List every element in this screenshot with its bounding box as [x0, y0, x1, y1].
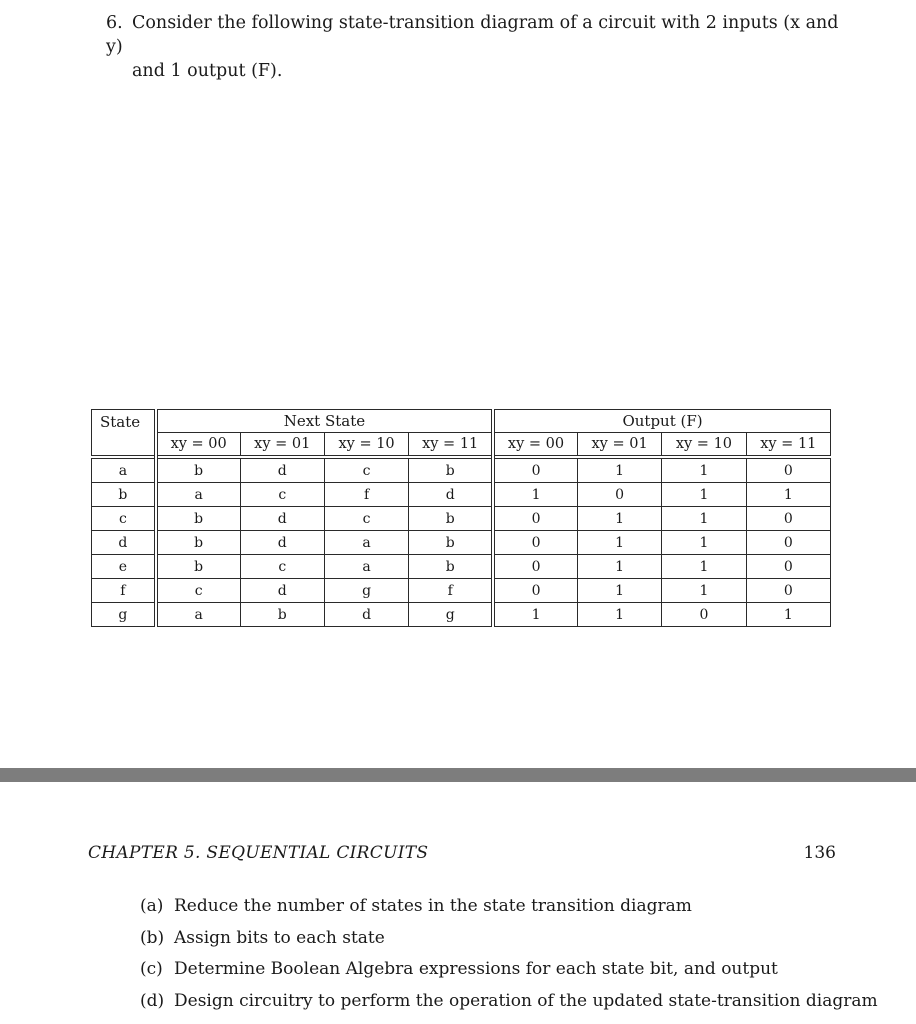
state-cell: e: [92, 555, 156, 579]
table-row: [92, 555, 831, 579]
table-row: [92, 507, 831, 531]
state-header: State: [92, 410, 156, 458]
state-cell: c: [92, 507, 156, 531]
output-cell: 1: [662, 531, 746, 555]
output-cell: 0: [746, 555, 830, 579]
next-state-header: Next State: [156, 410, 493, 433]
output-cell: 1: [662, 555, 746, 579]
next-state-cell: c: [240, 555, 324, 579]
sub-question-label: (d): [140, 990, 165, 1011]
sub-question-text: Reduce the number of states in the state transition diagram: [174, 896, 692, 916]
state-table: [91, 409, 831, 627]
state-cell: g: [92, 603, 156, 627]
sub-question-label: (a): [140, 896, 164, 916]
next-state-cell: c: [240, 483, 324, 507]
next-state-cell: d: [324, 603, 408, 627]
output-cell: 0: [577, 483, 661, 507]
sub-question-item: [140, 956, 878, 988]
question-line-1: [106, 11, 846, 59]
next-state-cell: f: [409, 579, 493, 603]
output-cell: 1: [662, 507, 746, 531]
next-state-cell: b: [156, 531, 240, 555]
next-state-cell: b: [409, 507, 493, 531]
next-state-cell: g: [324, 579, 408, 603]
output-cell: 0: [493, 531, 577, 555]
next-state-cell: a: [324, 555, 408, 579]
output-cell: 0: [746, 579, 830, 603]
sub-question-text: Design circuitry to perform the operation of the updated state-transition diagram: [174, 990, 878, 1011]
next-state-cell: b: [409, 555, 493, 579]
output-input-header: xy = 00: [493, 433, 577, 458]
state-cell: f: [92, 579, 156, 603]
output-input-header: xy = 10: [662, 433, 746, 458]
next-state-cell: a: [324, 531, 408, 555]
next-state-cell: c: [324, 507, 408, 531]
sub-question-text: Determine Boolean Algebra expressions for each state bit, and output: [174, 959, 778, 979]
state-cell: d: [92, 531, 156, 555]
output-cell: 0: [746, 457, 830, 483]
output-cell: 1: [577, 531, 661, 555]
output-cell: 0: [746, 531, 830, 555]
output-input-header: xy = 01: [577, 433, 661, 458]
next-state-cell: b: [156, 507, 240, 531]
output-cell: 1: [577, 507, 661, 531]
chapter-header: CHAPTER 5. SEQUENTIAL CIRCUITS: [88, 843, 429, 863]
state-table-container: [91, 409, 831, 627]
question-number: 6.: [106, 13, 123, 33]
table-row: [92, 579, 831, 603]
table-row: [92, 457, 831, 483]
next-state-cell: b: [409, 531, 493, 555]
sub-question-text: Assign bits to each state: [174, 927, 385, 948]
question-line-1-text: Consider the following state-transition diagram of a circuit with 2 inputs (x and y): [106, 13, 839, 57]
next-state-cell: c: [324, 457, 408, 483]
output-cell: 1: [493, 603, 577, 627]
output-cell: 1: [746, 483, 830, 507]
next-state-cell: d: [240, 579, 324, 603]
next-state-cell: c: [156, 579, 240, 603]
next-state-cell: d: [240, 457, 324, 483]
sub-question-item: [140, 925, 878, 957]
next-state-input-header: xy = 01: [240, 433, 324, 458]
next-state-cell: f: [324, 483, 408, 507]
output-cell: 0: [493, 579, 577, 603]
output-cell: 1: [746, 603, 830, 627]
sub-question-item: [140, 893, 878, 925]
next-state-cell: d: [240, 507, 324, 531]
output-header: Output (F): [493, 410, 830, 433]
next-state-cell: g: [409, 603, 493, 627]
page-divider: [0, 768, 916, 782]
output-cell: 0: [493, 555, 577, 579]
output-cell: 1: [493, 483, 577, 507]
table-row: [92, 603, 831, 627]
next-state-cell: a: [156, 603, 240, 627]
output-cell: 1: [577, 555, 661, 579]
output-cell: 1: [577, 579, 661, 603]
question-line-2: and 1 output (F).: [132, 61, 283, 81]
next-state-input-header: xy = 11: [409, 433, 493, 458]
sub-questions: [140, 893, 878, 1019]
sub-question-label: (b): [140, 927, 165, 948]
sub-question-item: [140, 988, 878, 1020]
table-row: [92, 531, 831, 555]
output-cell: 1: [662, 579, 746, 603]
state-cell: b: [92, 483, 156, 507]
table-body: [92, 457, 831, 627]
output-cell: 1: [577, 457, 661, 483]
output-input-header: xy = 11: [746, 433, 830, 458]
question-text: [106, 11, 846, 83]
sub-question-label: (c): [140, 959, 163, 979]
next-state-cell: b: [409, 457, 493, 483]
next-state-cell: b: [240, 603, 324, 627]
input-header-row: [92, 433, 831, 458]
next-state-cell: b: [156, 457, 240, 483]
output-cell: 0: [746, 507, 830, 531]
output-cell: 1: [662, 483, 746, 507]
output-cell: 0: [493, 507, 577, 531]
next-state-input-header: xy = 00: [156, 433, 240, 458]
state-cell: a: [92, 457, 156, 483]
next-state-input-header: xy = 10: [324, 433, 408, 458]
output-cell: 1: [662, 457, 746, 483]
table-row: [92, 483, 831, 507]
output-cell: 0: [662, 603, 746, 627]
next-state-cell: d: [240, 531, 324, 555]
next-state-cell: a: [156, 483, 240, 507]
output-cell: 0: [493, 457, 577, 483]
output-cell: 1: [577, 603, 661, 627]
page-number: 136: [803, 843, 836, 863]
next-state-cell: d: [409, 483, 493, 507]
next-state-cell: b: [156, 555, 240, 579]
